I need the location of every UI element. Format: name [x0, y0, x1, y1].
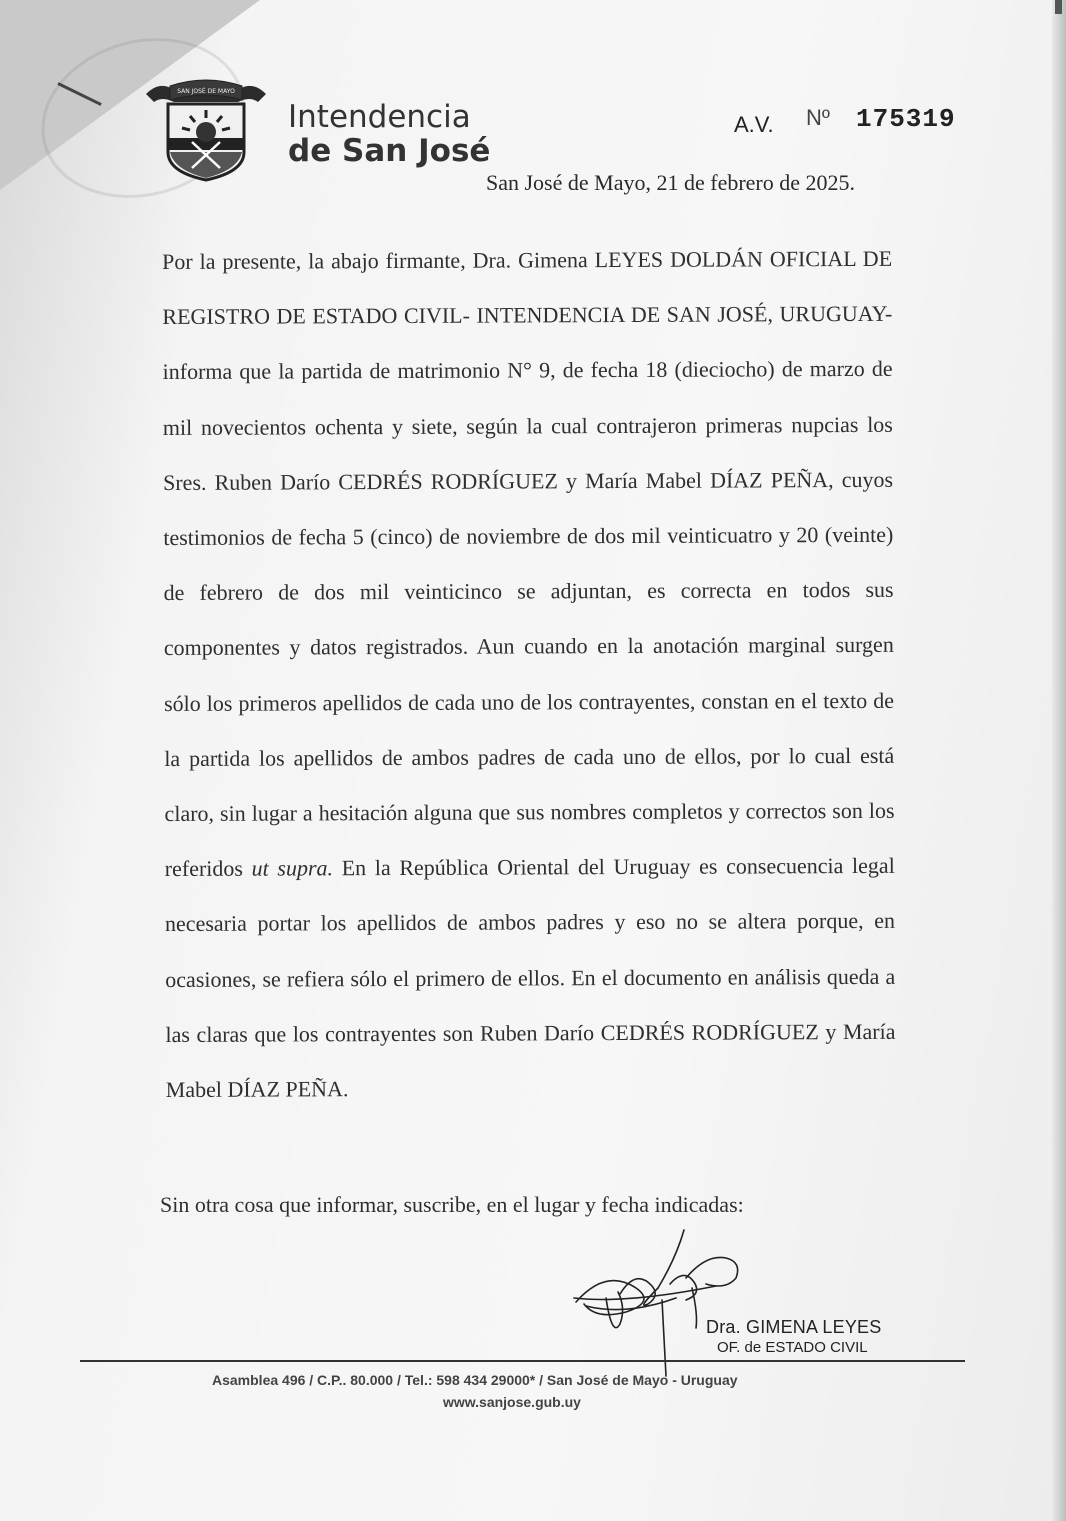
- body-rest-text: En la República Oriental del Uruguay es consecuencia legal necesaria portar los apellidos de ambos padres y eso no se altera porque, en ocasiones, se refiera sólo el primero de ellos. En el documento en análisis queda a las claras que los contrayentes son Ruben Darío CEDRÉS RODRÍGUEZ y María Mabel DÍAZ PEÑA.: [164, 853, 896, 1103]
- paper-edge: [1052, 0, 1066, 1521]
- org-name-line1: Intendencia: [288, 99, 471, 135]
- closing-line: Sin otra cosa que informar, suscribe, en el lugar y fecha indicadas:: [160, 1192, 744, 1217]
- organization-name: [288, 100, 490, 168]
- body-intro-text: Por la presente, la abajo firmante, Dra. Gimena LEYES DOLDÁN OFICIAL DE REGISTRO DE ESTADO CIVIL- INTENDENCIA DE SAN JOSÉ, URUGUAY- informa que la partida de matrimonio N° 9, de fecha 18 (dieciocho) de marzo de mil novecientos ochenta y siete, según la cual contrajeron primeras nupcias los Sres. Ruben Darío CEDRÉS RODRÍGUEZ y María Mabel DÍAZ PEÑA, cuyos testimonios de fecha 5 (cinco) de noviembre de dos mil veinticuatro y 20 (veinte) de febrero de dos mil veinticinco se adjuntan, es correcta en todos sus componentes y datos registrados. Aun cuando en la anotación marginal surgen sólo los primeros apellidos de cada uno de los contrayentes, constan en el texto de la partida los apellidos de ambos padres de cada uno de ellos, por lo cual está claro, sin lugar a hesitación alguna que sus nombres completos y correctos son los referidos: [162, 245, 895, 882]
- edge-mark: [1055, 0, 1062, 14]
- document-body: [162, 231, 896, 1117]
- signer-role: OF. de ESTADO CIVIL: [717, 1339, 868, 1356]
- svg-text:SAN JOSÉ DE MAYO: SAN JOSÉ DE MAYO: [177, 88, 235, 95]
- document-number: 175319: [856, 104, 956, 134]
- coat-of-arms-logo: [140, 72, 272, 184]
- footer-website: www.sanjose.gub.uy: [443, 1394, 581, 1410]
- av-label: A.V.: [734, 112, 774, 137]
- footer-divider: [80, 1360, 965, 1362]
- org-name-line2: de San José: [288, 133, 491, 169]
- body-paragraph: [162, 231, 896, 1117]
- footer-address: Asamblea 496 / C.P.. 80.000 / Tel.: 598 434 29000* / San José de Mayo - Uruguay: [212, 1372, 738, 1388]
- number-label: Nº: [806, 105, 830, 130]
- signer-name: Dra. GIMENA LEYES: [706, 1317, 882, 1337]
- document-date: San José de Mayo, 21 de febrero de 2025.: [486, 170, 856, 195]
- body-italic-text: ut supra.: [251, 855, 334, 881]
